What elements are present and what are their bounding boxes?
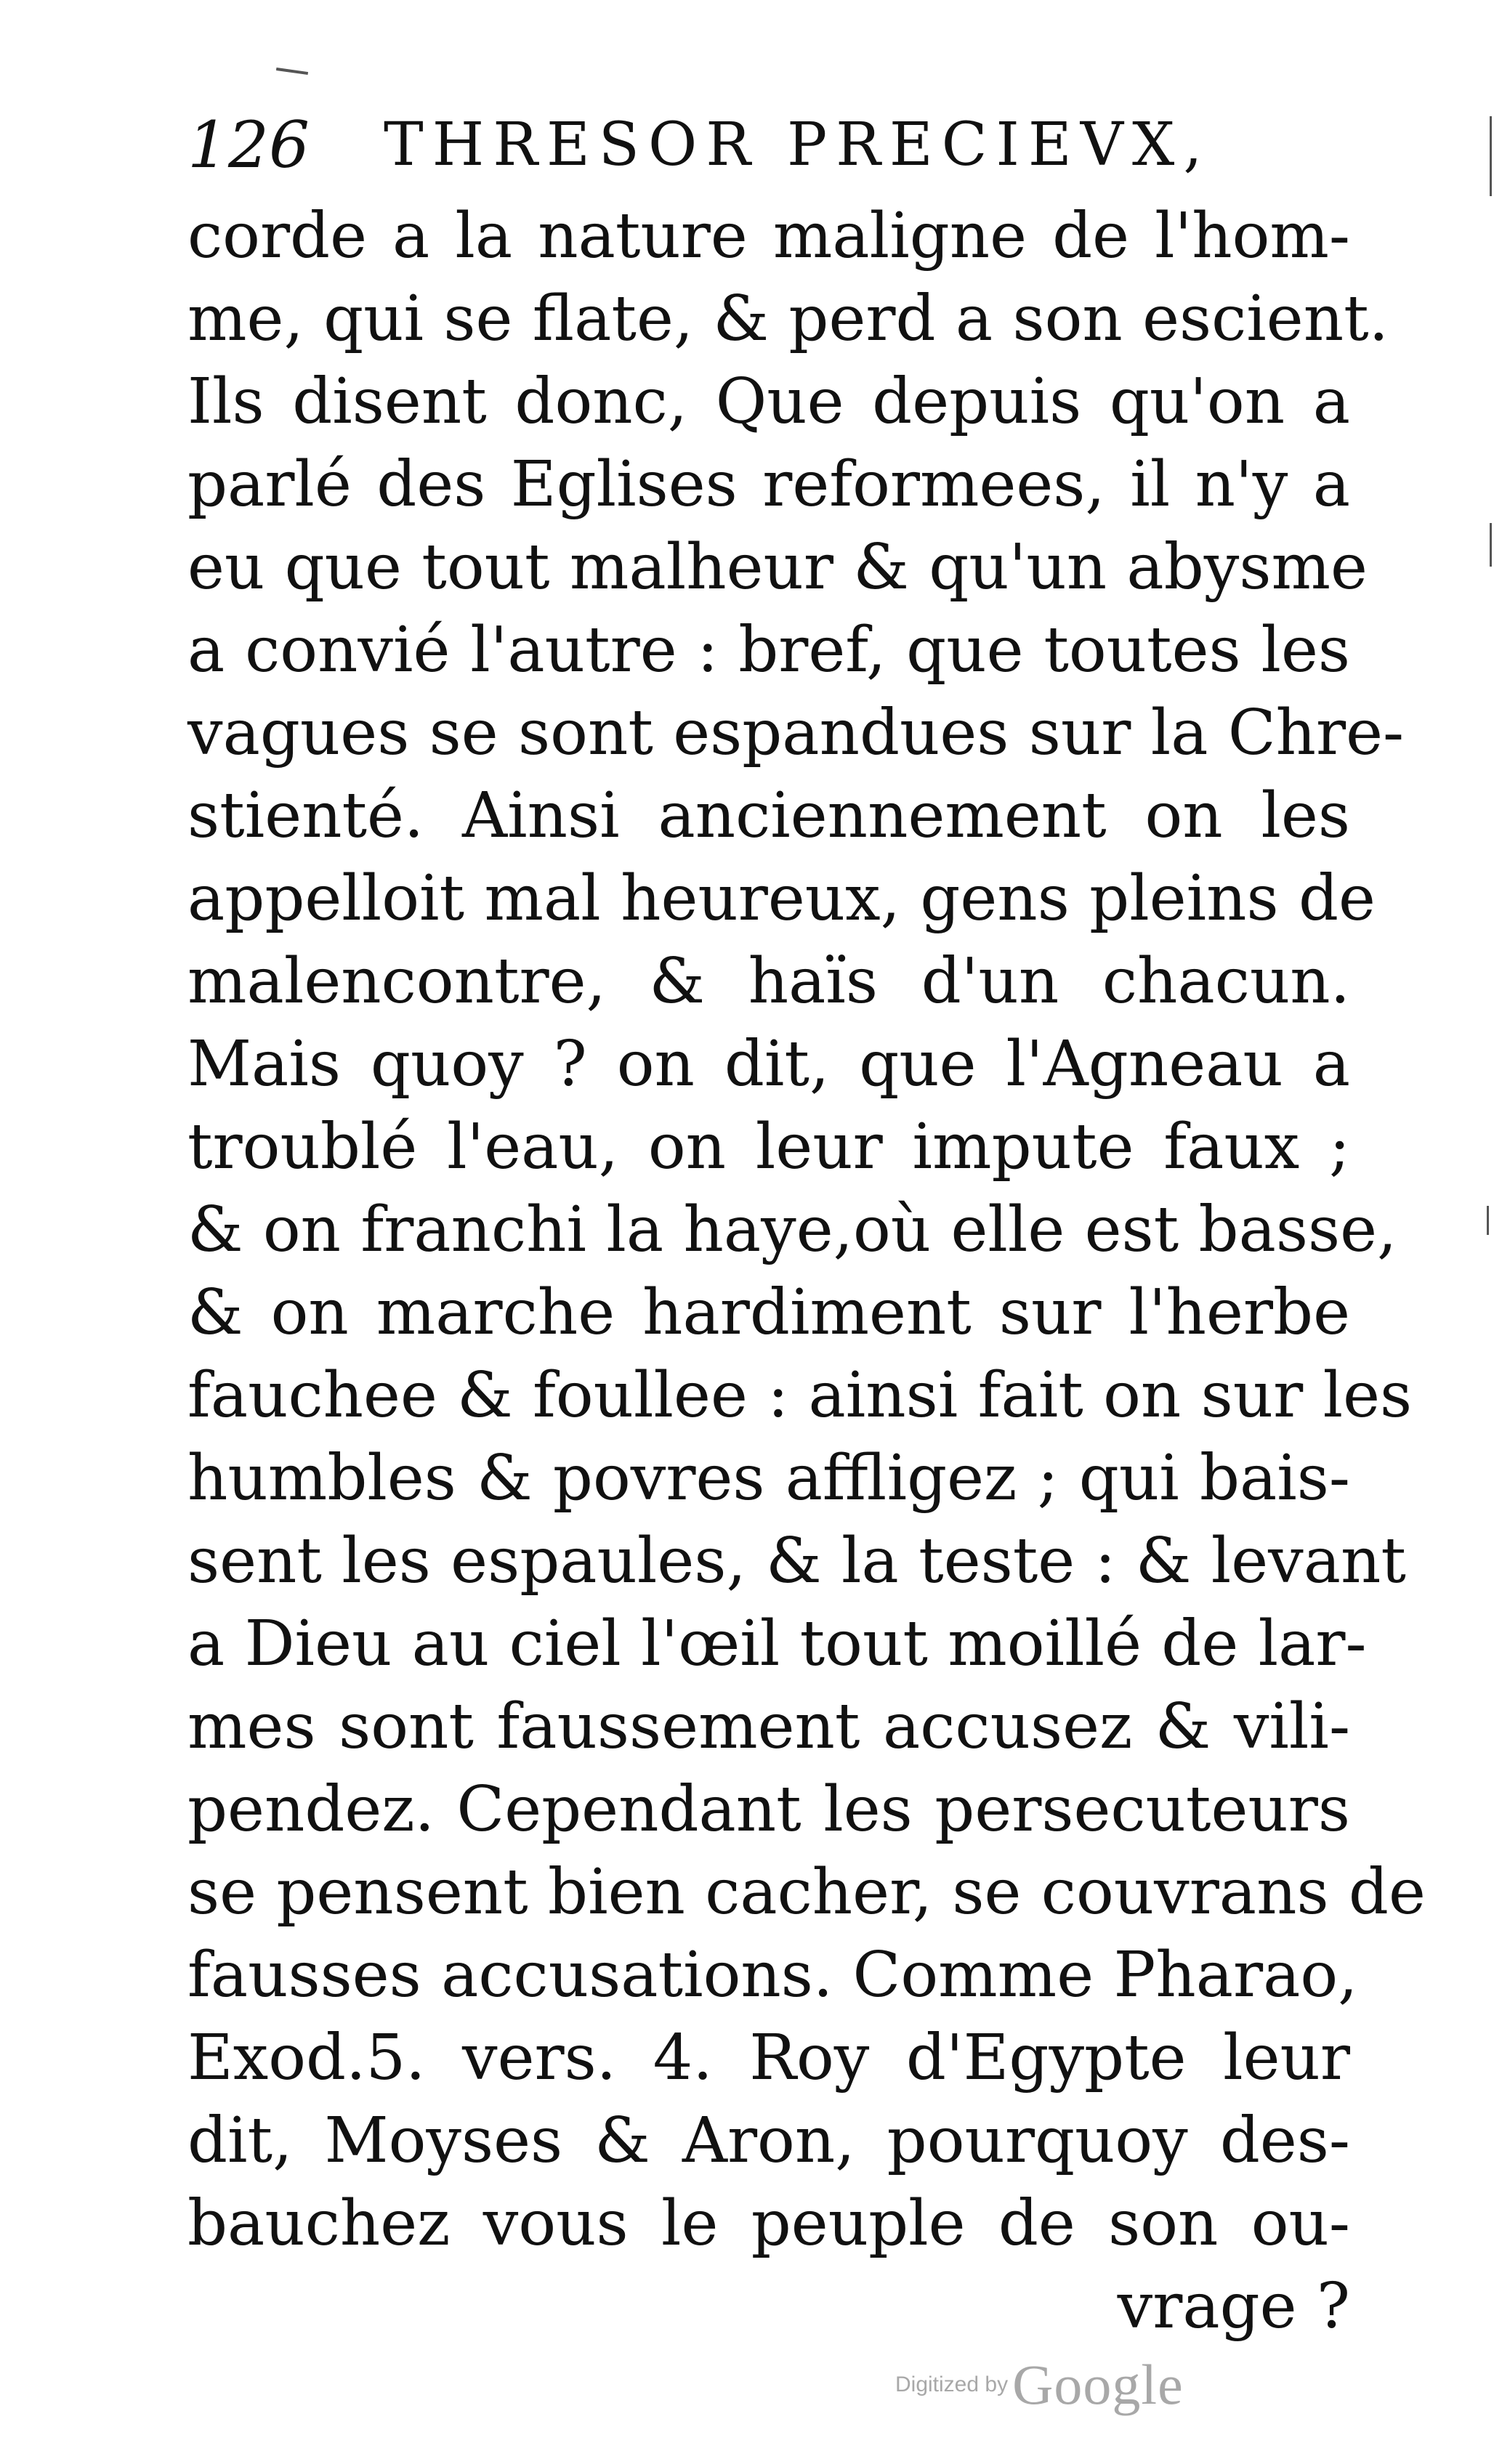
text-line: fausses accusations. Comme Pharao,: [187, 1939, 1358, 2011]
google-logo: Google: [1012, 2353, 1184, 2416]
text-line: vagues se sont espandues sur la Chre-: [187, 697, 1405, 769]
text-line: & on franchi la haye,où elle est basse,: [187, 1194, 1397, 1266]
text-line: eu que tout malheur & qu'un abysme: [187, 531, 1368, 604]
body-text: [187, 195, 1426, 2348]
page-header: [187, 109, 1350, 189]
scan-edge-mark: [1487, 1206, 1489, 1235]
running-title: THRESOR PRECIEVX,: [384, 110, 1211, 179]
text-line: parlé des Eglises reformees, il n'y a: [187, 448, 1350, 521]
text-line: appelloit mal heureux, gens pleins de: [187, 862, 1376, 935]
text-line: Ils disent donc, Que depuis qu'on a: [187, 365, 1350, 438]
text-line: corde a la nature maligne de l'hom-: [187, 200, 1350, 272]
catchword: vrage ?: [1117, 2270, 1350, 2343]
text-line: Mais quoy ? on dit, que l'Agneau a: [187, 1028, 1350, 1101]
text-line: fauchee & foullee : ainsi fait on sur les: [187, 1359, 1413, 1432]
scan-edge-mark: [1490, 523, 1492, 567]
text-line: a Dieu au ciel l'œil tout moillé de lar-: [187, 1608, 1367, 1680]
text-line: sent les espaules, & la teste : & levant: [187, 1525, 1406, 1597]
text-line: bauchez vous le peuple de son ou-: [187, 2187, 1350, 2260]
text-line: & on marche hardiment sur l'herbe: [187, 1276, 1350, 1349]
text-line: a convié l'autre : bref, que toutes les: [187, 614, 1350, 686]
text-line: me, qui se flate, & perd a son escient.: [187, 283, 1389, 355]
text-line: malencontre, & haïs d'un chacun.: [187, 945, 1350, 1018]
text-line: mes sont faussement accusez & vili-: [187, 1690, 1350, 1763]
text-line: stienté. Ainsi anciennement on les: [187, 779, 1350, 852]
text-line: troublé l'eau, on leur impute faux ;: [187, 1111, 1350, 1183]
text-line: pendez. Cependant les persecuteurs: [187, 1773, 1350, 1846]
watermark-prefix: Digitized by: [895, 2372, 1009, 2396]
text-line: humbles & povres affligez ; qui bais-: [187, 1442, 1350, 1515]
digitization-watermark: [895, 2352, 1200, 2418]
scan-edge-mark: [1490, 116, 1492, 196]
scan-edge-mark: [276, 68, 308, 75]
page-number: 126: [187, 108, 310, 182]
text-line: se pensent bien cacher, se couvrans de: [187, 1856, 1426, 1929]
text-line: Exod.5. vers. 4. Roy d'Egypte leur: [187, 2022, 1350, 2094]
text-line: dit, Moyses & Aron, pourquoy des-: [187, 2104, 1350, 2177]
